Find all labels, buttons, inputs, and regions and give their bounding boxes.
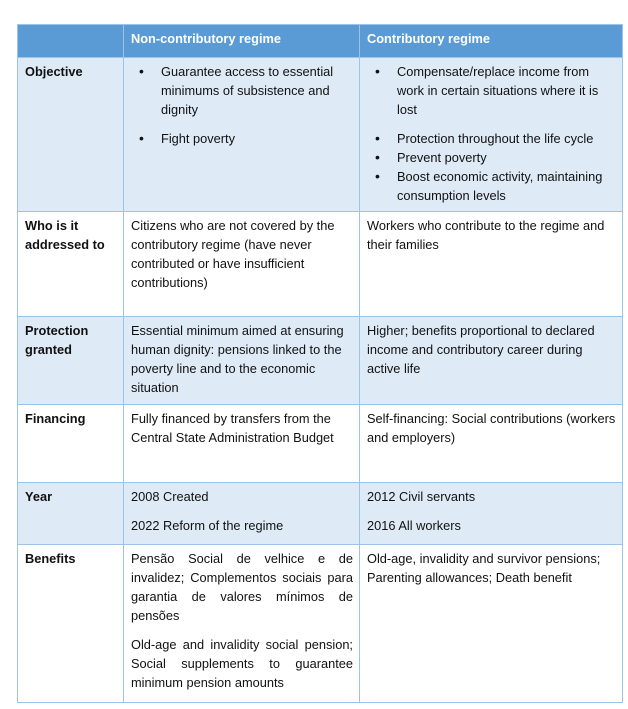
protection-contributory: Higher; benefits proportional to declared income and contributory career during active life	[360, 317, 623, 405]
year-contributory-entry: 2016 All workers	[367, 518, 461, 533]
addressed-non-contributory: Citizens who are not covered by the contributory regime (have never contributed or have insufficient contributions)	[124, 212, 360, 317]
objective-contributory-item: • Prevent poverty	[397, 148, 616, 167]
row-label-financing: Financing	[18, 405, 124, 483]
header-empty-cell	[18, 25, 124, 58]
year-non-contributory	[124, 483, 360, 545]
objective-non-contributory-item: • Fight poverty	[161, 129, 353, 148]
row-financing	[18, 405, 623, 483]
row-label-benefits: Benefits	[18, 545, 124, 703]
financing-non-contributory: Fully financed by transfers from the Central State Administration Budget	[124, 405, 360, 483]
row-addressed	[18, 212, 623, 317]
benefits-contributory: Old-age, invalidity and survivor pensions; Parenting allowances; Death benefit	[360, 545, 623, 703]
header-non-contributory: Non-contributory regime	[124, 25, 360, 58]
row-label-objective: Objective	[18, 58, 124, 212]
benefits-non-contributory-en: Old-age and invalidity social pension; Social supplements to guarantee minimum pension amounts	[131, 637, 353, 690]
year-contributory-entry: 2012 Civil servants	[367, 489, 476, 504]
objective-non-contributory	[124, 58, 360, 212]
addressed-contributory: Workers who contribute to the regime and their families	[360, 212, 623, 317]
year-non-contributory-entry: 2008 Created	[131, 489, 209, 504]
objective-contributory	[360, 58, 623, 212]
financing-contributory: Self-financing: Social contributions (workers and employers)	[360, 405, 623, 483]
row-protection	[18, 317, 623, 405]
regime-comparison-table-container	[17, 24, 623, 703]
row-label-protection: Protection granted	[18, 317, 124, 405]
row-benefits	[18, 545, 623, 703]
objective-contributory-item: • Boost economic activity, maintaining consumption levels	[397, 167, 616, 205]
regime-comparison-table	[17, 24, 623, 703]
benefits-non-contributory-pt: Pensão Social de velhice e de invalidez; Complementos sociais para garantia de valores mínimos de pensões	[131, 551, 353, 623]
header-row	[18, 25, 623, 58]
protection-non-contributory: Essential minimum aimed at ensuring human dignity: pensions linked to the poverty line and to the economic situation	[124, 317, 360, 405]
year-non-contributory-entry: 2022 Reform of the regime	[131, 518, 284, 533]
objective-contributory-item: • Compensate/replace income from work in certain situations where it is lost	[397, 62, 616, 119]
objective-contributory-item: • Protection throughout the life cycle	[397, 129, 616, 148]
objective-non-contributory-item: • Guarantee access to essential minimums of subsistence and dignity	[161, 62, 353, 119]
row-objective	[18, 58, 623, 212]
benefits-non-contributory	[124, 545, 360, 703]
year-contributory	[360, 483, 623, 545]
row-year	[18, 483, 623, 545]
header-contributory: Contributory regime	[360, 25, 623, 58]
row-label-year: Year	[18, 483, 124, 545]
row-label-addressed: Who is it addressed to	[18, 212, 124, 317]
